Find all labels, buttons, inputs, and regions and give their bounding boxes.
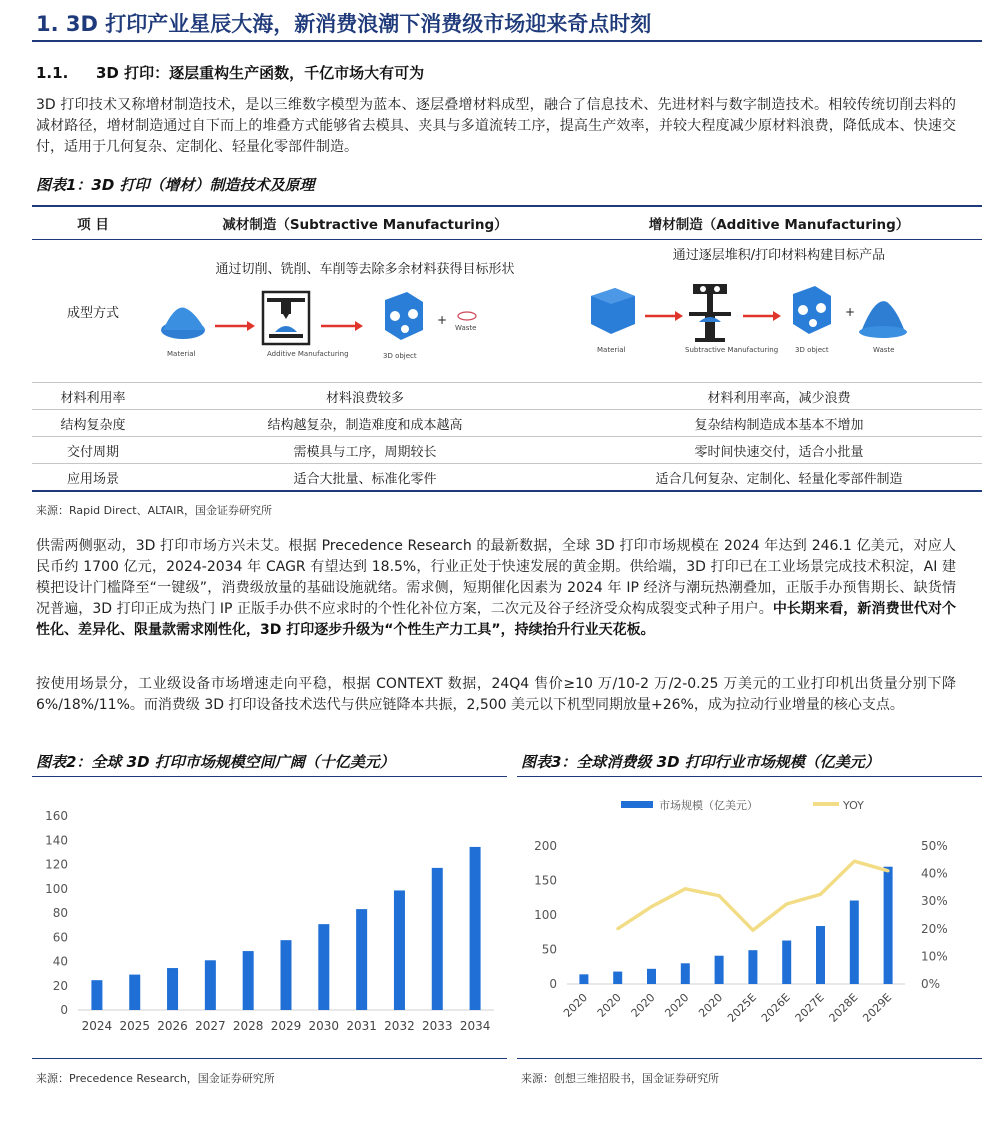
row-item: 结构复杂度 — [32, 410, 154, 437]
comparison-table — [32, 205, 982, 492]
y-right-tick-label: 20% — [921, 921, 948, 936]
row-item: 材料利用率 — [32, 383, 154, 410]
yoy-line — [618, 861, 888, 930]
bar-2030 — [318, 924, 329, 1010]
row-subtractive: 结构越复杂，制造难度和成本越高 — [154, 410, 576, 437]
y-tick-label: 20 — [52, 978, 68, 993]
process-subtractive-cell — [154, 240, 576, 383]
y-right-tick-label: 40% — [921, 866, 948, 881]
legend-bar-label: 市场规模（亿美元） — [659, 799, 758, 812]
row-additive: 适合几何复杂、定制化、轻量化零部件制造 — [576, 464, 982, 492]
process-additive-text: 通过逐层堆积/打印材料构建目标产品 — [672, 248, 886, 263]
x-tick-label: 2020 — [696, 990, 726, 1020]
subsection-title — [36, 62, 424, 83]
fig1-source: 来源：Rapid Direct、ALTAIR，国金证券研究所 — [36, 504, 273, 517]
yoy-point-7 — [819, 893, 822, 896]
fig2-bottom-rule — [32, 1058, 507, 1059]
bar-2027 — [205, 960, 216, 1010]
global-market-bar-chart — [32, 790, 507, 1050]
bar-7 — [816, 926, 825, 984]
lattice-cube-icon — [793, 286, 831, 334]
subsection-number: 1.1. — [36, 64, 69, 82]
row-subtractive: 材料浪费较多 — [154, 383, 576, 410]
table-row-process — [32, 240, 982, 383]
row-item: 交付周期 — [32, 437, 154, 464]
legend-line-label: YOY — [843, 799, 864, 812]
bar-6 — [782, 941, 791, 984]
bar-0 — [579, 974, 588, 984]
y-right-tick-label: 50% — [921, 839, 948, 853]
y-right-tick-label: 10% — [921, 949, 948, 964]
caption-waste: Waste — [455, 324, 477, 332]
caption-3d-object: 3D object — [383, 352, 417, 360]
legend-bar-swatch — [621, 801, 653, 808]
table-row — [32, 410, 982, 437]
yoy-point-2 — [650, 905, 653, 908]
row-subtractive: 需模具与工序，周期较长 — [154, 437, 576, 464]
table-header-item: 项 目 — [32, 206, 154, 240]
section-title: 1. 3D 打印产业星辰大海，新消费浪潮下消费级市场迎来奇点时刻 — [36, 12, 652, 36]
x-tick-label: 2025 — [119, 1019, 151, 1033]
subtractive-process-diagram — [155, 286, 575, 376]
y-tick-label: 120 — [45, 857, 68, 872]
caption-subtractive: Subtractive Manufacturing — [685, 346, 779, 354]
y-tick-label: 140 — [45, 833, 68, 848]
y-left-tick-label: 200 — [534, 839, 557, 853]
intro-paragraph: 3D 打印技术又称增材制造技术，是以三维数字模型为蓝本、逐层叠增材料成型，融合了信息技术、先进材料与数字制造技术。相较传统切削去料的减材路径，增材制造通过自下而上的堆叠方式能够省去模具、夹具与多道流转工序，提高生产效率，并较大程度减少原材料浪费，降低成本、快速交付，适用于几何复杂、定制化、轻量化零部件制造。 — [36, 97, 956, 155]
bar-2 — [647, 969, 656, 984]
material-block-icon — [591, 288, 635, 334]
arrow-icon — [321, 321, 363, 331]
x-tick-label: 2020 — [594, 990, 624, 1020]
bar-2028 — [243, 951, 254, 1010]
yoy-point-3 — [684, 887, 687, 890]
market-paragraph-text: 供需两侧驱动，3D 打印市场方兴未艾。根据 Precedence Research 的最新数据，全球 3D 打印市场规模在 2024 年达到 246.1 亿美元，对应人民币约 1700 亿元，2024-2034 年 CAGR 有望达到 18.5%，行业正处于快速发展的黄金期。供给端，3D 打印已在工业场景完成技术积淀，AI 建模把设计门槛降至“一键级”，消费级放量的基础设施就绪。需求侧，短期催化因素为 2024 年 IP 经济与潮玩热潮叠加，正版手办预售期长、缺货情况普遍，3D 打印正成为热门 IP 正版手办供不应求时的个性化补位方案，二次元及谷子经济受众构成裂变式种子用户。 — [36, 538, 956, 617]
x-tick-label: 2025E — [725, 990, 760, 1025]
caption-material: Material — [597, 346, 626, 354]
yoy-point-9 — [887, 869, 890, 872]
bar-2029 — [281, 940, 292, 1010]
table-row — [32, 464, 982, 492]
material-pile-icon — [161, 307, 205, 339]
x-tick-label: 2020 — [628, 990, 658, 1020]
market-paragraph-bold: 中长期来看，新消费世代对个性化、差异化、限量款需求刚性化，3D 打印逐步升级为“个性生产力工具”，持续抬升行业天花板。 — [36, 601, 957, 638]
additive-process-diagram — [583, 282, 983, 372]
table-row — [32, 383, 982, 410]
waste-pile-icon — [859, 301, 907, 338]
fig3-title-rule — [517, 776, 982, 777]
caption-waste: Waste — [873, 346, 895, 354]
bar-2024 — [91, 980, 102, 1010]
bar-5 — [748, 950, 757, 984]
process-subtractive-text: 通过切削、铣削、车削等去除多余材料获得目标形状 — [215, 262, 515, 277]
x-tick-label: 2028 — [232, 1019, 264, 1033]
yoy-point-4 — [718, 894, 721, 897]
x-tick-label: 2032 — [384, 1019, 415, 1033]
x-tick-label: 2027E — [792, 990, 827, 1025]
fig2-source: 来源：Precedence Research，国金证券研究所 — [36, 1072, 275, 1085]
y-right-tick-label: 30% — [921, 894, 948, 909]
bar-2032 — [394, 890, 405, 1010]
section-title-rule — [32, 40, 982, 42]
y-tick-label: 60 — [52, 930, 68, 945]
x-tick-label: 2031 — [346, 1019, 377, 1033]
bar-4 — [715, 956, 724, 984]
fig3-bottom-rule — [517, 1058, 982, 1059]
x-tick-label: 2026E — [758, 990, 793, 1025]
plus-icon: + — [437, 313, 448, 327]
y-tick-label: 80 — [52, 906, 68, 920]
y-tick-label: 100 — [45, 881, 68, 896]
bar-9 — [884, 867, 893, 984]
subsection-text: 3D 打印：逐层重构生产函数，千亿市场大有可为 — [96, 64, 425, 82]
fig3-source: 来源：创想三维招股书，国金证券研究所 — [521, 1072, 719, 1085]
bar-2025 — [129, 975, 140, 1010]
printer-icon — [263, 292, 309, 344]
fig3-title: 图表3：全球消费级 3D 打印行业市场规模（亿美元） — [521, 753, 880, 771]
x-tick-label: 2020 — [662, 990, 692, 1020]
y-tick-label: 40 — [52, 954, 68, 969]
x-tick-label: 2028E — [826, 990, 861, 1025]
row-additive: 材料利用率高，减少浪费 — [576, 383, 982, 410]
x-tick-label: 2030 — [308, 1019, 340, 1033]
fig2-title: 图表2：全球 3D 打印市场规模空间广阔（十亿美元） — [36, 753, 395, 771]
bar-3 — [681, 963, 690, 984]
consumer-market-combo-chart — [517, 790, 982, 1050]
y-left-tick-label: 150 — [534, 873, 557, 888]
x-tick-label: 2029 — [270, 1019, 302, 1033]
x-tick-label: 2020 — [561, 990, 591, 1020]
process-label: 成型方式 — [32, 240, 154, 383]
yoy-point-1 — [616, 927, 619, 930]
bar-2026 — [167, 968, 178, 1010]
y-right-tick-label: 0% — [921, 977, 941, 991]
yoy-point-5 — [751, 929, 754, 932]
cnc-machine-icon — [689, 284, 731, 342]
process-additive-cell — [576, 240, 982, 383]
row-additive: 复杂结构制造成本基本不增加 — [576, 410, 982, 437]
bar-2033 — [432, 868, 443, 1010]
table-header-row — [32, 206, 982, 240]
arrow-icon — [645, 311, 683, 321]
fig1-title: 图表1：3D 打印（增材）制造技术及原理 — [36, 176, 315, 194]
fig2-title-rule — [32, 776, 507, 777]
waste-icon — [458, 312, 476, 320]
caption-3d-object: 3D object — [795, 346, 829, 354]
row-subtractive: 适合大批量、标准化零件 — [154, 464, 576, 492]
arrow-icon — [215, 321, 255, 331]
y-left-tick-label: 50 — [541, 942, 557, 957]
y-tick-label: 0 — [60, 1003, 68, 1017]
x-tick-label: 2029E — [860, 990, 895, 1025]
lattice-cube-icon — [385, 292, 423, 340]
x-tick-label: 2024 — [81, 1019, 113, 1033]
x-tick-label: 2033 — [421, 1019, 453, 1033]
plus-icon: + — [845, 305, 856, 319]
table-row — [32, 437, 982, 464]
yoy-point-6 — [785, 902, 788, 905]
bar-2031 — [356, 909, 367, 1010]
table-header-subtractive: 减材制造（Subtractive Manufacturing） — [154, 206, 576, 240]
caption-additive: Additive Manufacturing — [267, 350, 349, 358]
bar-2034 — [470, 847, 481, 1010]
table-header-additive: 增材制造（Additive Manufacturing） — [576, 206, 982, 240]
y-left-tick-label: 0 — [549, 977, 557, 991]
y-left-tick-label: 100 — [534, 908, 557, 922]
scenario-paragraph: 按使用场景分，工业级设备市场增速走向平稳，根据 CONTEXT 数据，24Q4 售价≥10 万/10-2 万/2-0.25 万美元的工业打印机出货量分别下降 6%/18%/11%。而消费级 3D 打印设备技术迭代与供应链降本共振，2,500 美元以下机型同期放量+26%，成为拉动行业增量的核心支点。 — [36, 676, 956, 713]
bar-1 — [613, 972, 622, 984]
x-tick-label: 2034 — [459, 1019, 491, 1033]
x-tick-label: 2026 — [157, 1019, 188, 1033]
yoy-point-8 — [853, 860, 856, 863]
x-tick-label: 2027 — [195, 1019, 226, 1033]
row-item: 应用场景 — [32, 464, 154, 492]
market-paragraph — [36, 536, 956, 641]
arrow-icon — [743, 311, 781, 321]
row-additive: 零时间快速交付，适合小批量 — [576, 437, 982, 464]
y-tick-label: 160 — [45, 809, 68, 823]
caption-material: Material — [167, 350, 196, 358]
bar-8 — [850, 901, 859, 984]
